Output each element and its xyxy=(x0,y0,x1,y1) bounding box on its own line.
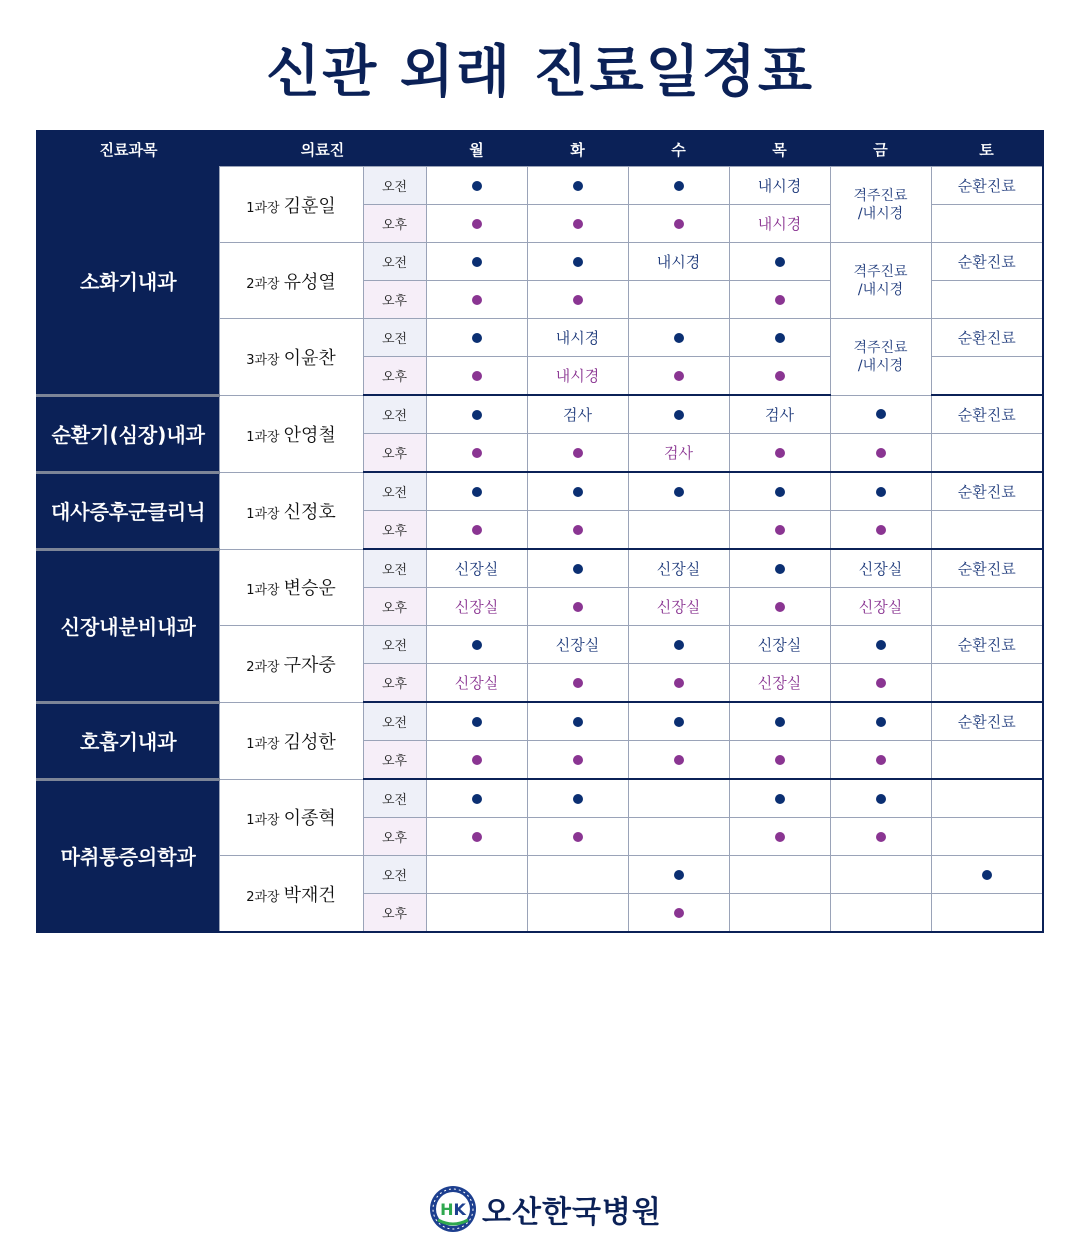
clinic-dot-icon xyxy=(472,181,482,191)
schedule-cell xyxy=(830,779,931,818)
department-name: 호흡기내과 xyxy=(37,702,219,779)
schedule-row xyxy=(37,779,1043,818)
doctor-cell xyxy=(219,472,363,549)
clinic-dot-icon xyxy=(775,333,785,343)
clinic-dot-icon xyxy=(775,717,785,727)
schedule-cell xyxy=(628,434,729,473)
schedule-table xyxy=(36,130,1044,933)
schedule-cell xyxy=(527,894,628,933)
clinic-dot-icon xyxy=(674,371,684,381)
clinic-dot-icon xyxy=(472,295,482,305)
clinic-dot-icon xyxy=(775,755,785,765)
clinic-dot-icon xyxy=(775,371,785,381)
schedule-cell xyxy=(931,243,1043,281)
clinic-dot-icon xyxy=(674,870,684,880)
schedule-cell xyxy=(628,626,729,664)
schedule-text: 신장실 xyxy=(858,560,903,578)
schedule-cell xyxy=(931,818,1043,856)
doctor-name: 유성열 xyxy=(283,271,336,293)
schedule-cell xyxy=(426,894,527,933)
clinic-dot-icon xyxy=(674,181,684,191)
time-slot-label: 오전 xyxy=(363,779,426,818)
time-slot-label: 오전 xyxy=(363,167,426,205)
clinic-dot-icon xyxy=(573,678,583,688)
schedule-cell xyxy=(931,395,1043,434)
doctor-cell xyxy=(219,395,363,472)
schedule-text: 검사 xyxy=(664,444,693,462)
clinic-dot-icon xyxy=(674,640,684,650)
schedule-cell xyxy=(931,588,1043,626)
schedule-row xyxy=(37,395,1043,434)
clinic-dot-icon xyxy=(674,717,684,727)
schedule-cell xyxy=(830,395,931,434)
schedule-cell xyxy=(628,856,729,894)
schedule-cell xyxy=(729,664,830,703)
doctor-name: 구자중 xyxy=(283,654,336,676)
clinic-dot-icon xyxy=(775,832,785,842)
clinic-dot-icon xyxy=(775,487,785,497)
clinic-dot-icon xyxy=(775,602,785,612)
schedule-text: 신장실 xyxy=(757,636,802,654)
schedule-cell xyxy=(527,319,628,357)
clinic-dot-icon xyxy=(472,410,482,420)
schedule-cell xyxy=(931,664,1043,703)
clinic-dot-icon xyxy=(775,525,785,535)
time-slot-label: 오후 xyxy=(363,664,426,703)
doctor-rank: 1과장 xyxy=(246,200,280,216)
schedule-cell xyxy=(729,779,830,818)
clinic-dot-icon xyxy=(674,487,684,497)
schedule-cell xyxy=(426,357,527,396)
time-slot-label: 오전 xyxy=(363,626,426,664)
header-row xyxy=(37,131,1043,167)
department-name: 마취통증의학과 xyxy=(37,779,219,932)
clinic-dot-icon xyxy=(472,755,482,765)
clinic-dot-icon xyxy=(876,525,886,535)
schedule-cell xyxy=(527,472,628,511)
doctor-rank: 1과장 xyxy=(246,736,280,752)
schedule-cell xyxy=(527,779,628,818)
schedule-text: 내시경 xyxy=(757,215,802,233)
clinic-dot-icon xyxy=(775,448,785,458)
schedule-text: 격주진료 /내시경 xyxy=(853,187,908,222)
clinic-dot-icon xyxy=(876,794,886,804)
doctor-name: 김훈일 xyxy=(283,195,336,217)
schedule-cell xyxy=(830,549,931,588)
header-doctor: 의료진 xyxy=(219,131,426,167)
schedule-row xyxy=(37,549,1043,588)
clinic-dot-icon xyxy=(573,717,583,727)
clinic-dot-icon xyxy=(876,448,886,458)
schedule-cell xyxy=(931,167,1043,205)
clinic-dot-icon xyxy=(573,794,583,804)
clinic-dot-icon xyxy=(573,755,583,765)
schedule-cell xyxy=(729,167,830,205)
doctor-rank: 3과장 xyxy=(246,352,280,368)
schedule-cell xyxy=(931,894,1043,933)
schedule-cell xyxy=(931,472,1043,511)
schedule-text: 순환진료 xyxy=(957,253,1016,271)
schedule-cell xyxy=(830,894,931,933)
schedule-text: 신장실 xyxy=(454,598,499,616)
schedule-cell xyxy=(628,205,729,243)
time-slot-label: 오후 xyxy=(363,434,426,473)
clinic-dot-icon xyxy=(674,219,684,229)
schedule-cell xyxy=(729,281,830,319)
schedule-cell xyxy=(426,741,527,780)
clinic-dot-icon xyxy=(573,219,583,229)
time-slot-label: 오후 xyxy=(363,511,426,550)
schedule-cell xyxy=(830,588,931,626)
doctor-rank: 2과장 xyxy=(246,889,280,905)
hospital-logo xyxy=(428,1183,662,1235)
clinic-dot-icon xyxy=(472,640,482,650)
schedule-cell xyxy=(426,818,527,856)
schedule-cell xyxy=(628,549,729,588)
clinic-dot-icon xyxy=(472,219,482,229)
schedule-cell xyxy=(830,626,931,664)
schedule-cell xyxy=(830,818,931,856)
schedule-cell xyxy=(729,357,830,396)
schedule-cell xyxy=(628,281,729,319)
time-slot-label: 오후 xyxy=(363,818,426,856)
schedule-cell xyxy=(830,741,931,780)
doctor-rank: 1과장 xyxy=(246,813,280,829)
schedule-cell xyxy=(830,856,931,894)
clinic-dot-icon xyxy=(472,794,482,804)
doctor-cell xyxy=(219,243,363,319)
clinic-dot-icon xyxy=(876,832,886,842)
department-name: 순환기(심장)내과 xyxy=(37,395,219,472)
schedule-cell xyxy=(628,741,729,780)
schedule-cell xyxy=(426,243,527,281)
schedule-text: 순환진료 xyxy=(957,483,1016,501)
clinic-dot-icon xyxy=(472,448,482,458)
schedule-cell xyxy=(729,205,830,243)
schedule-cell xyxy=(729,626,830,664)
clinic-dot-icon xyxy=(472,717,482,727)
schedule-cell xyxy=(628,167,729,205)
schedule-cell xyxy=(628,702,729,741)
doctor-cell xyxy=(219,702,363,779)
clinic-dot-icon xyxy=(472,525,482,535)
schedule-cell xyxy=(426,281,527,319)
schedule-text: 신장실 xyxy=(656,560,701,578)
doctor-cell xyxy=(219,167,363,243)
schedule-text: 순환진료 xyxy=(957,636,1016,654)
clinic-dot-icon xyxy=(674,410,684,420)
time-slot-label: 오전 xyxy=(363,243,426,281)
clinic-dot-icon xyxy=(573,295,583,305)
time-slot-label: 오전 xyxy=(363,702,426,741)
schedule-cell xyxy=(931,549,1043,588)
schedule-cell xyxy=(527,856,628,894)
clinic-dot-icon xyxy=(674,755,684,765)
schedule-text: 내시경 xyxy=(555,367,600,385)
doctor-rank: 2과장 xyxy=(246,276,280,292)
hospital-name: 오산한국병원 xyxy=(482,1195,662,1230)
doctor-name: 안영철 xyxy=(283,424,336,446)
schedule-cell xyxy=(426,511,527,550)
doctor-name: 김성한 xyxy=(283,731,336,753)
clinic-dot-icon xyxy=(876,640,886,650)
schedule-cell xyxy=(527,549,628,588)
clinic-dot-icon xyxy=(573,487,583,497)
schedule-cell xyxy=(830,472,931,511)
schedule-cell xyxy=(628,395,729,434)
schedule-cell xyxy=(527,395,628,434)
schedule-cell xyxy=(729,511,830,550)
time-slot-label: 오후 xyxy=(363,741,426,780)
schedule-text: 순환진료 xyxy=(957,406,1016,424)
schedule-cell xyxy=(527,702,628,741)
header-day: 금 xyxy=(830,131,931,167)
clinic-dot-icon xyxy=(876,409,886,419)
time-slot-label: 오후 xyxy=(363,588,426,626)
schedule-cell xyxy=(729,243,830,281)
schedule-cell xyxy=(628,818,729,856)
schedule-cell xyxy=(426,472,527,511)
schedule-cell xyxy=(729,472,830,511)
schedule-cell xyxy=(426,205,527,243)
doctor-rank: 1과장 xyxy=(246,583,280,599)
schedule-cell xyxy=(729,434,830,473)
schedule-text: 내시경 xyxy=(555,329,600,347)
clinic-dot-icon xyxy=(573,181,583,191)
schedule-cell xyxy=(729,818,830,856)
hospital-emblem-icon xyxy=(428,1184,478,1234)
header-day: 월 xyxy=(426,131,527,167)
header-day: 화 xyxy=(527,131,628,167)
schedule-text: 신장실 xyxy=(454,560,499,578)
schedule-cell xyxy=(628,243,729,281)
clinic-dot-icon xyxy=(573,832,583,842)
schedule-cell xyxy=(628,779,729,818)
schedule-cell xyxy=(729,894,830,933)
schedule-cell xyxy=(830,319,931,396)
schedule-cell xyxy=(426,664,527,703)
clinic-dot-icon xyxy=(472,333,482,343)
clinic-dot-icon xyxy=(876,487,886,497)
schedule-row xyxy=(37,702,1043,741)
schedule-text: 순환진료 xyxy=(957,177,1016,195)
doctor-cell xyxy=(219,626,363,703)
schedule-cell xyxy=(931,856,1043,894)
department-name: 소화기내과 xyxy=(37,167,219,396)
clinic-dot-icon xyxy=(472,257,482,267)
schedule-cell xyxy=(628,357,729,396)
schedule-cell xyxy=(931,357,1043,396)
clinic-dot-icon xyxy=(775,295,785,305)
clinic-dot-icon xyxy=(472,487,482,497)
schedule-text: 신장실 xyxy=(757,674,802,692)
clinic-dot-icon xyxy=(876,678,886,688)
time-slot-label: 오전 xyxy=(363,395,426,434)
schedule-cell xyxy=(628,588,729,626)
schedule-cell xyxy=(426,856,527,894)
schedule-cell xyxy=(426,626,527,664)
doctor-name: 신정호 xyxy=(283,501,336,523)
time-slot-label: 오전 xyxy=(363,549,426,588)
clinic-dot-icon xyxy=(674,678,684,688)
clinic-dot-icon xyxy=(775,257,785,267)
schedule-text: 순환진료 xyxy=(957,560,1016,578)
doctor-cell xyxy=(219,856,363,933)
time-slot-label: 오후 xyxy=(363,281,426,319)
schedule-cell xyxy=(931,626,1043,664)
schedule-cell xyxy=(426,779,527,818)
schedule-cell xyxy=(527,818,628,856)
schedule-text: 신장실 xyxy=(454,674,499,692)
clinic-dot-icon xyxy=(876,717,886,727)
schedule-text: 내시경 xyxy=(656,253,701,271)
time-slot-label: 오전 xyxy=(363,856,426,894)
schedule-text: 검사 xyxy=(765,406,794,424)
schedule-cell xyxy=(931,281,1043,319)
department-name: 대사증후군클리닉 xyxy=(37,472,219,549)
schedule-cell xyxy=(830,167,931,243)
schedule-cell xyxy=(426,549,527,588)
schedule-cell xyxy=(527,357,628,396)
department-name: 신장내분비내과 xyxy=(37,549,219,702)
time-slot-label: 오전 xyxy=(363,319,426,357)
schedule-text: 신장실 xyxy=(555,636,600,654)
schedule-cell xyxy=(628,319,729,357)
schedule-text: 격주진료 /내시경 xyxy=(853,263,908,298)
schedule-text: 순환진료 xyxy=(957,329,1016,347)
schedule-text: 신장실 xyxy=(656,598,701,616)
doctor-cell xyxy=(219,319,363,396)
doctor-rank: 1과장 xyxy=(246,506,280,522)
schedule-cell xyxy=(729,856,830,894)
schedule-cell xyxy=(527,434,628,473)
clinic-dot-icon xyxy=(775,794,785,804)
header-day: 목 xyxy=(729,131,830,167)
schedule-cell xyxy=(628,894,729,933)
schedule-cell xyxy=(729,588,830,626)
schedule-cell xyxy=(830,702,931,741)
schedule-cell xyxy=(426,702,527,741)
clinic-dot-icon xyxy=(472,832,482,842)
clinic-dot-icon xyxy=(573,525,583,535)
doctor-name: 박재건 xyxy=(283,884,336,906)
doctor-name: 이종혁 xyxy=(283,808,336,830)
schedule-cell xyxy=(527,588,628,626)
clinic-dot-icon xyxy=(573,448,583,458)
schedule-cell xyxy=(729,702,830,741)
doctor-cell xyxy=(219,779,363,856)
schedule-cell xyxy=(527,626,628,664)
schedule-cell xyxy=(931,319,1043,357)
doctor-name: 이윤찬 xyxy=(283,347,336,369)
schedule-cell xyxy=(729,549,830,588)
schedule-cell xyxy=(426,319,527,357)
schedule-cell xyxy=(729,319,830,357)
clinic-dot-icon xyxy=(573,564,583,574)
schedule-cell xyxy=(729,741,830,780)
time-slot-label: 오후 xyxy=(363,357,426,396)
doctor-rank: 1과장 xyxy=(246,429,280,445)
clinic-dot-icon xyxy=(674,908,684,918)
svg-text:HK: HK xyxy=(440,1200,466,1219)
clinic-dot-icon xyxy=(876,755,886,765)
schedule-text: 격주진료 /내시경 xyxy=(853,339,908,374)
schedule-cell xyxy=(931,205,1043,243)
schedule-cell xyxy=(931,779,1043,818)
page-title: 신관 외래 진료일정표 xyxy=(266,40,814,105)
schedule-cell xyxy=(931,741,1043,780)
schedule-cell xyxy=(931,702,1043,741)
clinic-dot-icon xyxy=(775,564,785,574)
schedule-cell xyxy=(830,664,931,703)
schedule-cell xyxy=(830,511,931,550)
schedule-cell xyxy=(527,243,628,281)
schedule-cell xyxy=(931,434,1043,473)
schedule-text: 순환진료 xyxy=(957,713,1016,731)
doctor-cell xyxy=(219,549,363,626)
schedule-cell xyxy=(527,741,628,780)
schedule-row xyxy=(37,472,1043,511)
time-slot-label: 오전 xyxy=(363,472,426,511)
schedule-cell xyxy=(527,167,628,205)
schedule-row xyxy=(37,167,1043,205)
schedule-cell xyxy=(628,472,729,511)
doctor-rank: 2과장 xyxy=(246,659,280,675)
schedule-cell xyxy=(527,664,628,703)
schedule-text: 내시경 xyxy=(757,177,802,195)
schedule-text: 검사 xyxy=(563,406,592,424)
time-slot-label: 오후 xyxy=(363,205,426,243)
schedule-cell xyxy=(426,167,527,205)
doctor-name: 변승운 xyxy=(283,578,336,600)
schedule-cell xyxy=(628,511,729,550)
header-department: 진료과목 xyxy=(37,131,219,167)
clinic-dot-icon xyxy=(472,371,482,381)
schedule-cell xyxy=(931,511,1043,550)
clinic-dot-icon xyxy=(982,870,992,880)
schedule-cell xyxy=(830,434,931,473)
clinic-dot-icon xyxy=(573,257,583,267)
time-slot-label: 오후 xyxy=(363,894,426,933)
schedule-cell xyxy=(527,205,628,243)
schedule-cell xyxy=(426,588,527,626)
schedule-cell xyxy=(729,395,830,434)
schedule-cell xyxy=(426,434,527,473)
schedule-cell xyxy=(527,511,628,550)
schedule-cell xyxy=(628,664,729,703)
clinic-dot-icon xyxy=(573,602,583,612)
schedule-cell xyxy=(830,243,931,319)
header-day: 토 xyxy=(931,131,1043,167)
schedule-cell xyxy=(527,281,628,319)
schedule-cell xyxy=(426,395,527,434)
header-day: 수 xyxy=(628,131,729,167)
schedule-text: 신장실 xyxy=(858,598,903,616)
clinic-dot-icon xyxy=(674,333,684,343)
